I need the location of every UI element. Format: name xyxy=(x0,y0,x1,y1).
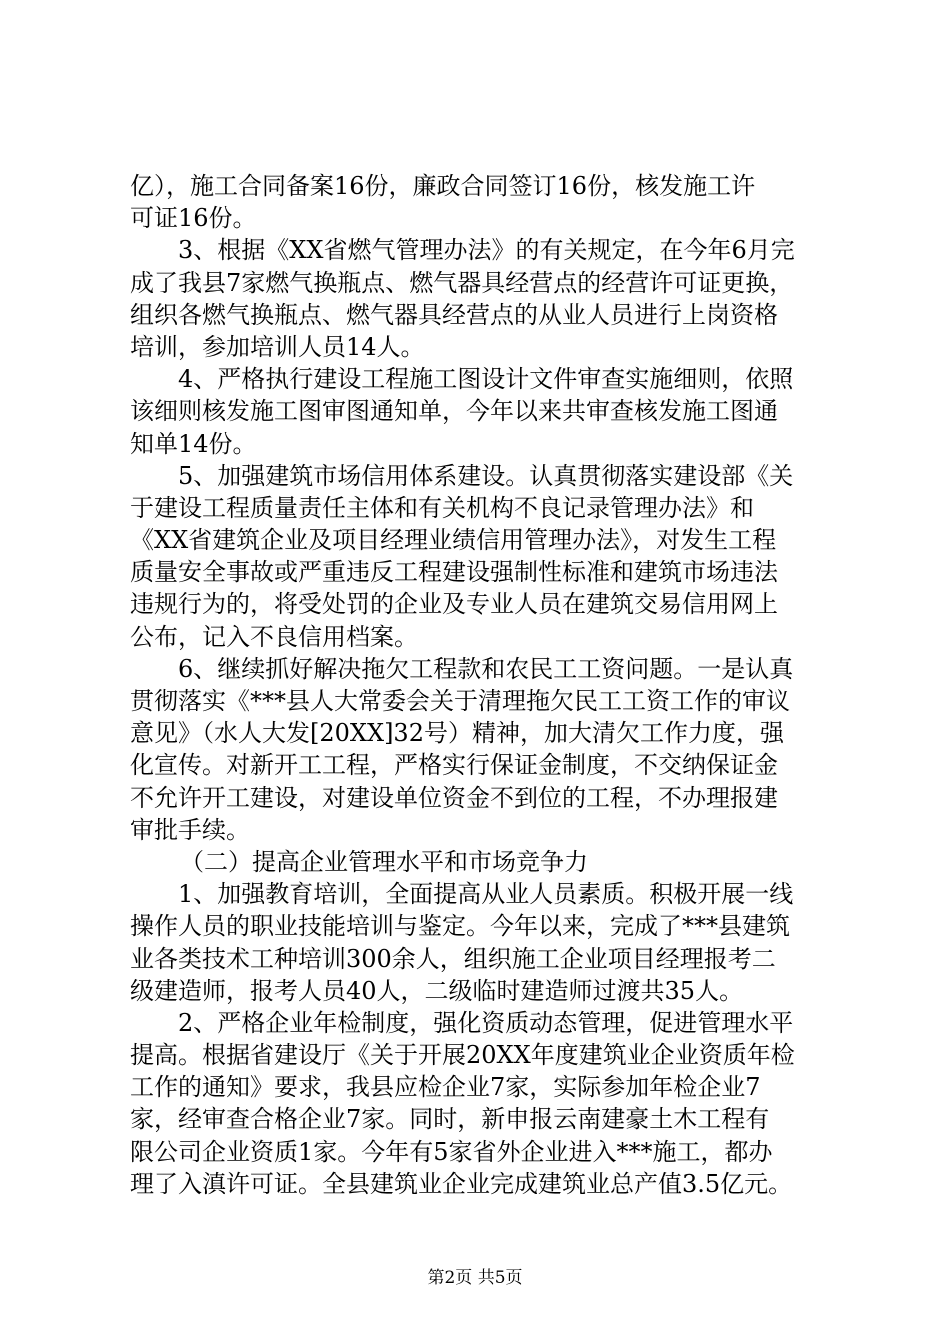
text-line: 工作的通知》要求，我县应检企业7家，实际参加年检企业7 xyxy=(130,1073,761,1102)
text-line: 理了入滇许可证。全县建筑业企业完成建筑业总产值3.5亿元。 xyxy=(130,1169,793,1198)
document-body xyxy=(130,170,840,1200)
text-line: 4、严格执行建设工程施工图设计文件审查实施细则，依照 xyxy=(178,365,794,394)
text-line: 家，经审查合格企业7家。同时，新申报云南建豪土木工程有 xyxy=(130,1105,770,1134)
text-line: 1、加强教育培训，全面提高从业人员素质。积极开展一线 xyxy=(178,880,794,909)
text-line: 该细则核发施工图审图通知单，今年以来共审查核发施工图通 xyxy=(130,397,778,426)
text-line: 亿），施工合同备案16份，廉政合同签订16份，核发施工许 xyxy=(130,172,756,200)
section-heading: （二）提高企业管理水平和市场竞争力 xyxy=(180,847,588,876)
text-line: 违规行为的，将受处罚的企业及专业人员在建筑交易信用网上 xyxy=(130,590,778,619)
text-line: 成了我县7家燃气换瓶点、燃气器具经营点的经营许可证更换， xyxy=(130,268,794,297)
text-line: 质量安全事故或严重违反工程建设强制性标准和建筑市场违法 xyxy=(130,558,778,587)
text-line: 5、加强建筑市场信用体系建设。认真贯彻落实建设部《关 xyxy=(178,461,794,490)
text-line: 《XX省建筑企业及项目经理业绩信用管理办法》，对发生工程 xyxy=(130,526,777,555)
text-line: 限公司企业资质1家。今年有5家省外企业进入***施工，都办 xyxy=(130,1137,773,1166)
text-line: 可证16份。 xyxy=(130,204,257,233)
text-line: 于建设工程质量责任主体和有关机构不良记录管理办法》和 xyxy=(130,493,754,522)
text-line: 公布，记入不良信用档案。 xyxy=(130,622,418,651)
text-line: 审批手续。 xyxy=(130,815,250,844)
text-line: 2、严格企业年检制度，强化资质动态管理，促进管理水平 xyxy=(178,1008,794,1037)
text-line: 提高。根据省建设厅《关于开展20XX年度建筑业企业资质年检 xyxy=(130,1041,795,1070)
text-line: 贯彻落实《***县人大常委会关于清理拖欠民工工资工作的审议 xyxy=(130,687,790,715)
text-line: 3、根据《XX省燃气管理办法》的有关规定，在今年6月完 xyxy=(178,236,795,265)
text-line: 意见》（水人大发[20XX]32号）精神，加大清欠工作力度，强 xyxy=(130,719,784,748)
text-line: 组织各燃气换瓶点、燃气器具经营点的从业人员进行上岗资格 xyxy=(130,300,778,329)
text-line: 操作人员的职业技能培训与鉴定。今年以来，完成了***县建筑 xyxy=(130,912,790,941)
text-line: 不允许开工建设，对建设单位资金不到位的工程，不办理报建 xyxy=(130,783,778,812)
text-line: 知单14份。 xyxy=(130,429,257,458)
page-number-footer: 第2页 共5页 xyxy=(427,1268,523,1288)
text-line: 6、继续抓好解决拖欠工程款和农民工工资问题。一是认真 xyxy=(178,654,794,683)
text-line: 业各类技术工种培训300余人，组织施工企业项目经理报考二 xyxy=(130,944,776,973)
text-line: 级建造师，报考人员40人，二级临时建造师过渡共35人。 xyxy=(130,976,744,1005)
text-line: 培训，参加培训人员14人。 xyxy=(130,332,425,361)
text-line: 化宣传。对新开工工程，严格实行保证金制度，不交纳保证金 xyxy=(130,751,778,780)
